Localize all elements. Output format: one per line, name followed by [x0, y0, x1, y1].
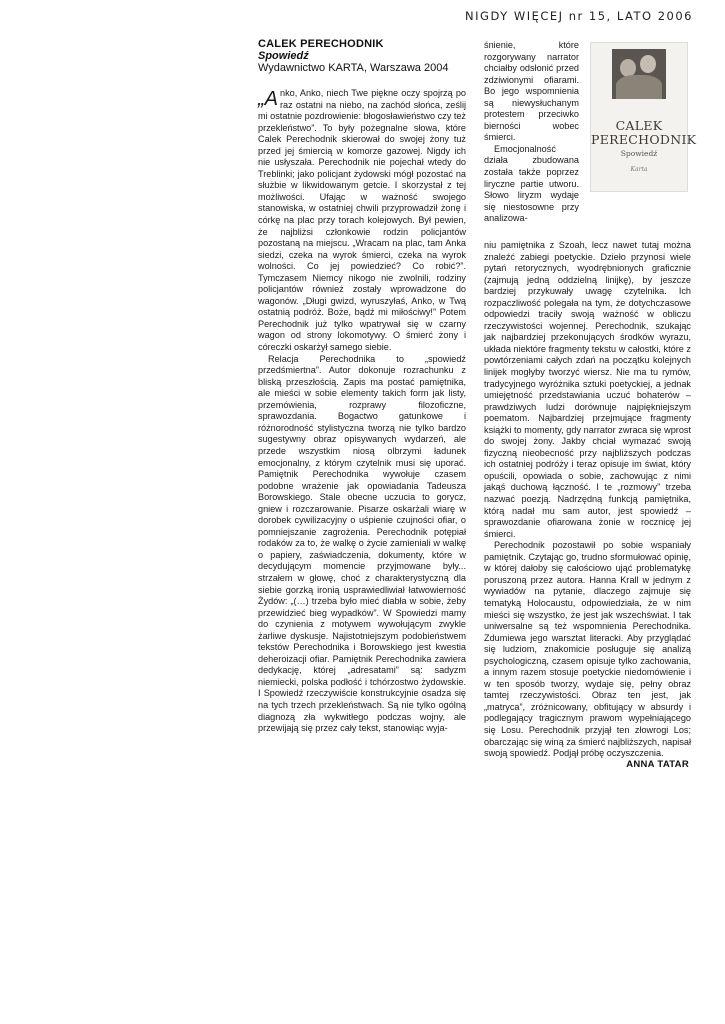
paragraph-1-text: nko, Anko, niech Twe piękne oczy spojrzą po raz ostatni na niebo, na zachód słońca, ześlij mi ostatnie pozdrowienie: błogosławieństwo czy też przekleństwo”. To były pożegnalne słowa, które Calek Perechodnik skierował do swojej żony tuż przed jej śmiercią w komorze gazowej. Nigdy ich nie usłyszała. Perechodnik nie pojechał wtedy do Treblinki; jako policjant żydowski mógł pozostać na służbie w likwidowanym getcie. I skorzystał z tej możliwości. Ufając w ważność swojego stanowiska, w ostatniej chwili przyprowadził żonę i córkę na plac przy torach kolejowych. Był pewien, że najbliżsi członkowie rodzin policjantów pozostaną na miejscu. „Wracam na plac, tam Anka siedzi, czeka na wyrok śmierci, czeka na wyrok wolności. Co jej powiedzieć? Co robić?”. Tymczasem Niemcy nikogo nie zwolnili, rodziny policjantów również zostały wprowadzone do wagonów. „Długi gwizd, wyruszyłaś, Anko, w Twą ostatnią podróż. Boże, bądź mi miłościwy!” Potem Perechodnik już tylko wpatrywał się w czarny wagon od strony lokomotywy. O śmierć żony i córeczki oskarżył samego siebie.	[258, 88, 466, 353]
paragraph-4: Emocjonalność działa zbudowana została także poprzez liryczne partie utworu. Słowo liryzm wydaje się niestosowne przy analizowa-	[484, 143, 579, 224]
cover-title	[591, 118, 697, 147]
paragraph-1	[258, 88, 466, 354]
column-3	[484, 240, 691, 760]
issue-header: NIGDY WIĘCEJ nr 15, LATO 2006	[465, 9, 693, 23]
article-heading	[258, 38, 470, 74]
paragraph-3: śnienie, które rozgorywany narrator chciałby odsłonić przed zdziwionymi ofiarami. Bo jego wspomnienia są niewysłuchanym protestem przeciwko bierności wobec śmierci.	[484, 40, 579, 143]
column-2	[484, 40, 579, 225]
article-title: CALEK PERECHODNIK	[258, 38, 384, 50]
cover-photo	[612, 49, 666, 99]
drop-cap: „A	[258, 88, 278, 110]
paragraph-6: Perechodnik pozostawił po sobie wspaniały pamiętnik. Czytając go, trudno sformułować opinię, w której dałoby się całościowo ująć problematykę poruszoną przez autora. Hanna Krall w jednym z wywiadów na pytanie, dlaczego zajmuje się tematyką Holocaustu, odpowiedziała, że w nim mieści się wszystko, że jest jak wszechświat. I tak uniwersalne są też wspomnienia Perechodnika. Zdumiewa jego warsztat literacki. Aby przyglądać się ludziom, znakomicie posługuje się analizą psychologiczną, czasem opisuje tylko zachowania, a innym razem stosuje poetyckie niedomówienie i w ten sposób tworzy, wydaje się, pełny obraz tamtej rzeczywistości. Obraz ten jest, jak „matryca”, zróżnicowany, obfitujący w absurdy i podlegający tragicznym prawom wypełniającego się Losu. Perechodnik przyjął ten złowrogi Los; obarczając się winą za śmierć najbliższych, napisał swoją spowiedź. Podjął próbę oczyszczenia.	[484, 540, 691, 759]
cover-publisher: Karta	[630, 166, 648, 173]
cover-surname: PERECHODNIK	[591, 132, 697, 147]
article-author: ANNA TATAR	[626, 759, 689, 770]
article-publisher: Wydawnictwo KARTA, Warszawa 2004	[258, 62, 449, 74]
column-1	[258, 88, 466, 735]
book-cover-image	[590, 42, 697, 192]
cover-subtitle: Spowiedź	[620, 149, 658, 158]
paragraph-2: Relacja Perechodnika to „spowiedź przedśmiertna”. Autor dokonuje rozrachunku z bliską przeszłością. Zapis ma postać pamiętnika, ale mieści w sobie elementy takich form jak listy, przemówienia, rozprawy filozoficzne, sprawozdania. Bogactwo gatunkowe i różnorodność stylistyczna tworzą nie tylko bardzo sugestywny obraz opisywanych wydarzeń, ale przede wszystkim niosą olbrzymi ładunek emocjonalny, z którym czytelnik musi się uporać. Pamiętnik Perechodnika wywołuje czasem podobne wrażenie jak opowiadania Tadeusza Borowskiego. Stale obecne uczucia to gorycz, gniew i rozczarowanie. Pisarze oskarżali wiarę w dorobek cywilizacyjny o uśpienie czujności ofiar, o pomniejszanie zagrożenia. Perechodnik potępiał rodaków za to, że walkę o życie zamieniali w walkę o papiery, zaświadczenia, dokumenty, które w decydującym momencie przyjmowane były... strzałem w głowę, choć z charakterystyczną dla siebie gorzką ironią usprawiedliwiał łatwowierność Żydów: „(…) trzeba było mieć diabła w sobie, żeby przewidzieć bieg wypadków”. W Spowiedzi mamy do czynienia z motywem wywołującym zwykle żarliwe dyskusje. Najistotniejszym podobieństwem tekstów Perechodnika i Borowskiego jest kwestia deheroizacji ofiar. Pamiętnik Perechodnika zawiera dedykację, której „adresatami” są: sadyzm niemiecki, polska podłość i tchórzostwo żydowskie. I Spowiedź rzeczywiście konstrukcyjnie osadza się na tych trzech przekleństwach. Są nie tylko ogólną diagnozą zła wykwitłego podczas wojny, ale przewijają się przez cały tekst, stanowiąc wyja-	[258, 353, 466, 734]
article-subtitle: Spowiedź	[258, 50, 309, 62]
paragraph-5: niu pamiętnika z Szoah, lecz nawet tutaj można znaleźć zabiegi poetyckie. Dzieło przynosi wiele pytań retorycznych, wyodrębnionych graficznie (zajmują jedną oddzielną linijkę), by jeszcze bardziej przykuwały uwagę czytelnika. Ich rozpaczliwość polegała na tym, że dotychczasowe odpowiedzi traciły swoją ważność w obliczu rzeczywistości wojennej. Perechodnik, szukając jak najbardziej przekonujących środków wyrazu, układa niektóre fragmenty tekstu w całostki, które z powtórzeniami całych zdań na początku kolejnych linijek mogłyby tworzyć wiersz. Nie ma tu rymów, tradycyjnego wyróżnika sztuki poetyckiej, a jednak umiejętność przedstawiania uczuć bohaterów – prawdziwych ludzi dorównuje najpiękniejszym poematom. Najbardziej przejmujące fragmenty książki to momenty, gdy narrator zwraca się wprost do swojej żony. Jakby chciał wymazać swoją fizyczną nieobecność przy najbliższych podczas ich ostatniej podróży i teraz opisuje im świat, który opuścili, opowiada o sobie, zachowując z nimi jakąś duchową łączność. I te „rozmowy” trzeba nazwać poezją. Nadrzędną funkcją pamiętnika, którą nadał mu sam autor, jest spowiedź – sprawozdanie ofiarowana żonie w rocznicę jej śmierci.	[484, 240, 691, 539]
cover-author: CALEK	[615, 118, 663, 133]
